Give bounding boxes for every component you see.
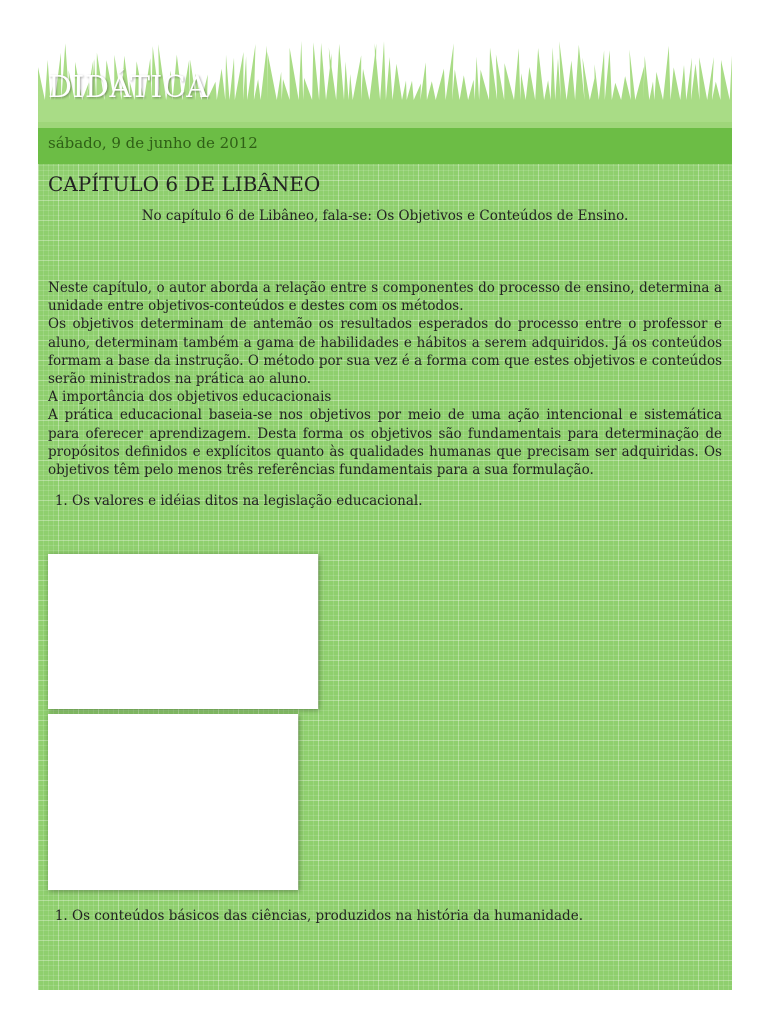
post-paragraph: Os objetivos determinam de antemão os resultados esperados do processo entre o professor e aluno, determinam também a gama de habilidades e hábitos a serem adquiridos. Já os conteúdos formam a base da instrução. O método por sua vez é a forma com que estes objetivos e conteúdos serão ministrados na prática ao aluno. xyxy=(48,316,722,388)
post-intro: No capítulo 6 de Libâneo, fala-se: Os Objetivos e Conteúdos de Ensino. xyxy=(141,208,629,224)
blog-post xyxy=(48,172,722,509)
post-title[interactable]: CAPÍTULO 6 DE LIBÂNEO xyxy=(48,172,321,196)
post-paragraph: Neste capítulo, o autor aborda a relação entre s componentes do processo de ensino, determina a unidade entre objetivos-conteúdos e destes com os métodos. xyxy=(48,280,722,315)
blog-header xyxy=(38,0,732,128)
post-subheading: A importância dos objetivos educacionais xyxy=(48,389,332,406)
list-item: 1. Os valores e idéias ditos na legislação educacional. xyxy=(72,493,722,509)
post-image-placeholder-2[interactable] xyxy=(48,714,298,890)
post-image-placeholder-1[interactable] xyxy=(48,554,318,709)
list-item: 1. Os conteúdos básicos das ciências, produzidos na história da humanidade. xyxy=(72,908,583,924)
references-list-1 xyxy=(48,493,722,509)
post-paragraph: A prática educacional baseia-se nos objetivos por meio de uma ação intencional e sistemática para oferecer aprendizagem. Desta forma os objetivos são fundamentais para determinação de propósitos definidos e explícitos quanto às qualidades humanas que precisam ser adquiridas. Os objetivos têm pelo menos três referências fundamentais para a sua formulação. xyxy=(48,407,722,479)
grass-header-decoration xyxy=(38,0,732,128)
date-header: sábado, 9 de junho de 2012 xyxy=(48,134,258,152)
blog-page xyxy=(38,0,732,990)
references-list-2 xyxy=(48,908,583,924)
post-body xyxy=(48,279,722,479)
blog-title[interactable]: DIDÁTICA xyxy=(48,70,209,105)
date-bar xyxy=(38,128,732,164)
